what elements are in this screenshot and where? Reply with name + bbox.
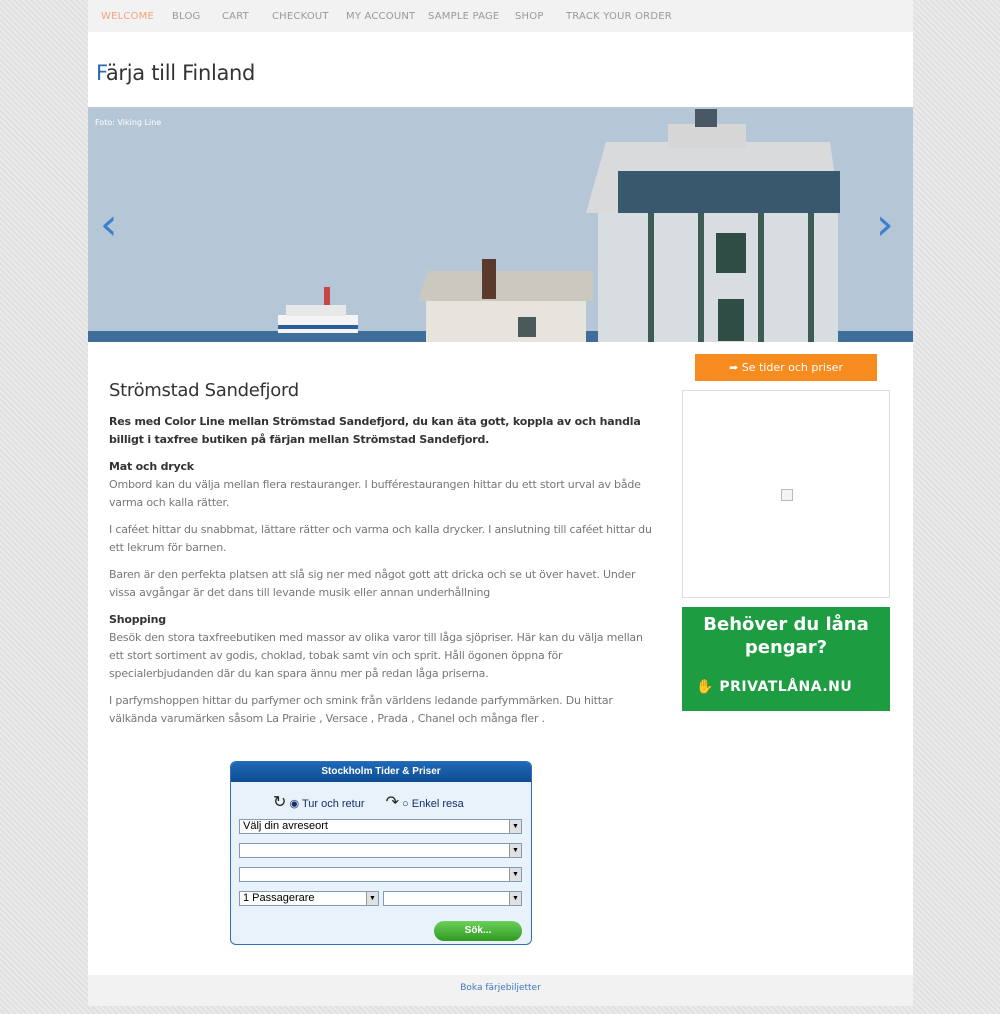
chevron-right-icon[interactable]: ›	[876, 199, 894, 250]
loan-banner[interactable]	[682, 607, 890, 711]
chevron-left-icon[interactable]: ‹	[100, 199, 118, 250]
shop-paragraph-1: Besök den stora taxfreebutiken med massor av olika varor till låga sjöpriser. Här kan du välja mellan ett stort sortiment av godis, choklad, tobak samt vin och sprit. Håll ögonen öppna för specialerbjudanden där du kan spara ännu mer på redan låga priserna.	[109, 631, 643, 680]
food-paragraph-2: I caféet hittar du snabbmat, lättare rätter och varma och kalla drycker. I anslutning till caféet hittar du ett lekrum för barnen.	[109, 523, 652, 554]
departure-select[interactable]	[239, 819, 522, 834]
nav-my-account[interactable]: MY ACCOUNT	[346, 11, 416, 22]
small-house-illustration	[418, 259, 593, 342]
shop-section	[109, 611, 659, 683]
nav-sample-page[interactable]: SAMPLE PAGE	[428, 11, 500, 22]
food-paragraph-1: Ombord kan du välja mellan flera restauranger. I bufférestaurangen hittar du ett stort urval av både varma och kalla rätter.	[109, 478, 641, 509]
dropdown-arrow-icon: ▼	[509, 892, 521, 905]
passengers-value: 1 Passagerare	[243, 892, 315, 904]
trip-type	[273, 792, 464, 812]
dropdown-arrow-icon: ▼	[509, 844, 521, 857]
site-title-rest: ärja till Finland	[105, 61, 256, 85]
departure-value: Välj din avreseort	[243, 820, 328, 832]
shop-heading: Shopping	[109, 613, 166, 626]
shop-paragraph-2: I parfymshoppen hittar du parfymer och smink från världens ledande parfymmärken. Du hittar välkända varumärken såsom La Prairie , Versace , Prada , Chanel och många fler .	[109, 694, 613, 725]
site-title-first-letter: F	[96, 61, 106, 85]
nav-shop[interactable]: SHOP	[515, 11, 544, 22]
nav-welcome[interactable]: WELCOME	[101, 11, 154, 22]
round-trip-radio[interactable]: ◉	[289, 798, 300, 810]
site-title[interactable]	[96, 61, 255, 85]
loan-brand	[696, 679, 852, 695]
passengers-select[interactable]	[239, 891, 379, 906]
broken-image-icon	[781, 489, 793, 501]
round-trip-icon: ↻	[273, 794, 287, 811]
dropdown-arrow-icon: ▼	[509, 868, 521, 881]
see-times-label: Se tider och priser	[741, 361, 843, 374]
nav-checkout[interactable]: CHECKOUT	[272, 11, 329, 22]
food-heading: Mat och dryck	[109, 460, 194, 473]
food-section	[109, 458, 659, 512]
article-title: Strömstad Sandefjord	[109, 380, 299, 401]
share-arrow-icon: ➦	[729, 361, 742, 374]
one-way-icon: ↷	[385, 794, 399, 811]
round-trip-label: Tur och retur	[301, 798, 365, 810]
loan-question: Behöver du låna pengar?	[703, 614, 869, 658]
money-hand-icon: ✋	[696, 679, 720, 695]
destination-select[interactable]	[239, 843, 522, 858]
page	[88, 0, 913, 1006]
search-button[interactable]: Sök...	[434, 921, 522, 941]
ad-box	[682, 390, 890, 598]
cabin-select[interactable]	[383, 891, 522, 906]
image-slider	[88, 107, 913, 342]
top-navigation	[88, 0, 913, 32]
footer	[88, 975, 913, 1006]
slider-photo	[88, 109, 913, 342]
footer-link[interactable]: Boka färjebiljetter	[460, 983, 541, 993]
nav-track-your-order[interactable]: TRACK YOUR ORDER	[566, 11, 672, 22]
article-intro: Res med Color Line mellan Strömstad Sandefjord, du kan äta gott, koppla av och handla billigt i taxfree butiken på färjan mellan Strömstad Sandefjord.	[109, 415, 641, 446]
photo-credit: Foto: Viking Line	[95, 118, 162, 127]
booking-title: Stockholm Tider & Priser	[231, 762, 531, 782]
article	[109, 380, 659, 737]
nav-blog[interactable]: BLOG	[172, 11, 201, 22]
one-way-label: Enkel resa	[411, 798, 464, 810]
tall-house-illustration	[586, 109, 840, 342]
dropdown-arrow-icon: ▼	[366, 892, 378, 905]
see-times-button[interactable]	[695, 354, 877, 381]
dropdown-arrow-icon: ▼	[509, 820, 521, 833]
nav-cart[interactable]: CART	[222, 11, 249, 22]
date-select[interactable]	[239, 867, 522, 882]
one-way-radio[interactable]: ○	[402, 798, 409, 810]
food-paragraph-3: Baren är den perfekta platsen att slå sig ner med något gott att dricka och se ut över havet. Under vissa avgångar är det dans till levande musik eller annan underhållning	[109, 568, 636, 599]
booking-widget	[230, 761, 532, 945]
loan-brand-text: PRIVATLÅNA.NU	[719, 679, 853, 695]
